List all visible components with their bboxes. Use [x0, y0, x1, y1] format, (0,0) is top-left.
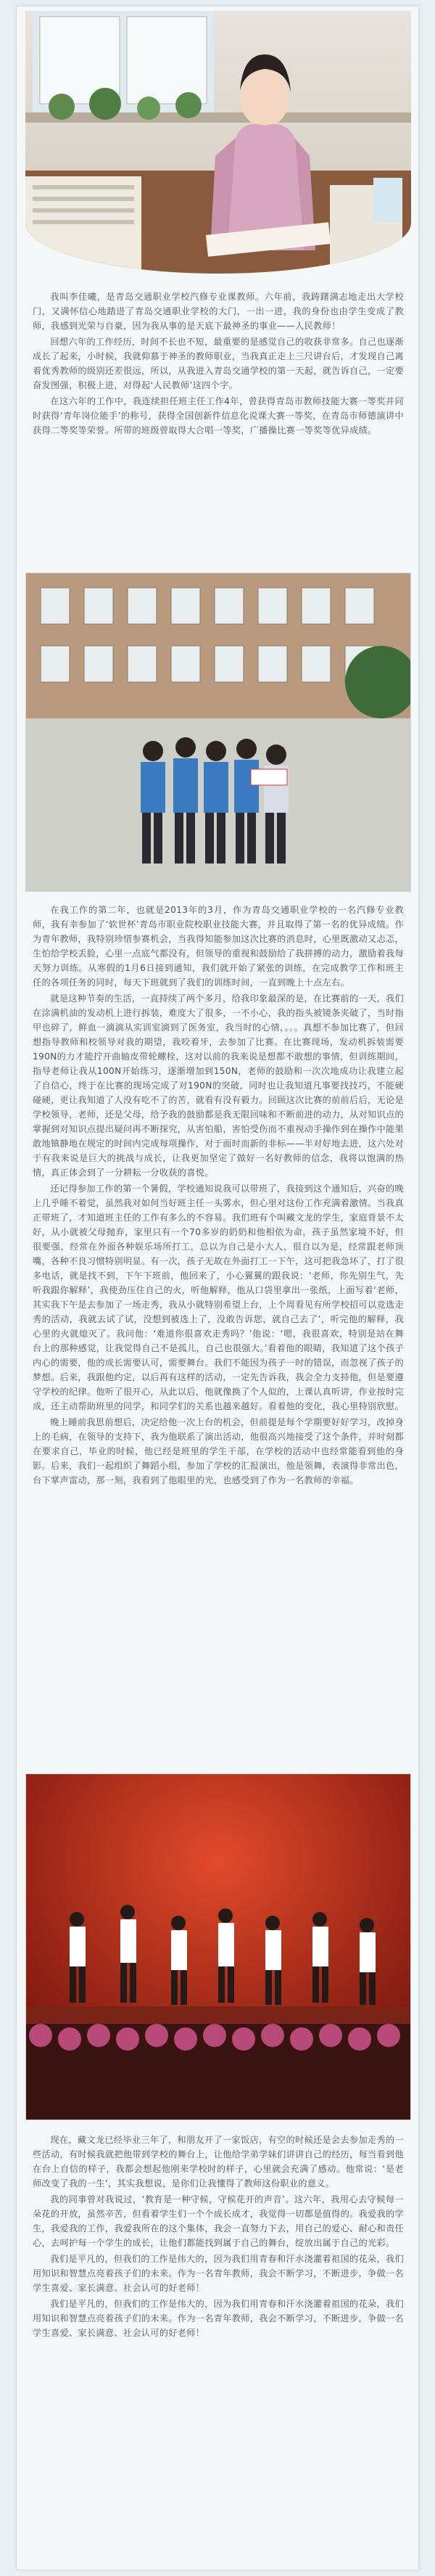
- story-paragraph-3: 还记得参加工作的第一个暑假，学校通知说我可以带班了，我接到这个通知后，兴奋的晚上几乎睡不着觉，虽然我对如何当好班主任一头雾水，但心里对这份工作充满着激情。当我真正带班了，才知道班主任的工作有多么的不容易。我们班有个叫藏文龙的学生，家庭背景不太好，从小就被父母抛弃，家里只有一个70多岁的奶奶和他相依为命，孩子虽然家境不好，但很要强，经常在外面各种娱乐场所打工，总以为自己是小大人，很自以为是，经常跟老师顶嘴，各种不良习惯特别明显。有一次，孩子无故在外面打工一下午，这可把我急坏了，打了很多电话，就是找不到，下午下班前，他回来了，小心翼翼的跟我说：‘老师，你先别生气，先听我跟你解释’，我使劲压住自己的火，听他解释，他从口袋里拿出一张纸，上面写着‘老师，其实我下午是去参加了一场走秀，我从小就特别希望上台，上个周看见有所学校招可以竞选走秀的活动，我就去试了试，没想到被选上了，没敢告诉您，就自己去了’，听完他的解释，我心里的火就熄灭了。我问他：‘难道你很喜欢走秀吗？’他说：‘嗯，我很喜欢，特别是站在舞台上的那种感觉，让我觉得自己不是孤儿，自己也很强大。’看着他的眼睛，我知道了这个孩子内心的需要，他的成长需要认可，需要舞台。我们不能因为孩子一时的错误，而忽视了孩子的梦想。后来，我跟他约定，以后再有这样的活动，一定先告诉我，我会全力支持他，但是要遵守学校的纪律。他听了很开心，从此以后，他就像换了个人似的，上课认真听讲，作业按时完成，还主动帮助班里的同学，和同学们的关系也越来越好。看着他的变化，我心里特别欣慰。: [33, 1184, 404, 1411]
- closing-paragraph-2: 我的同事曾对我说过，‘教育是一种守候，守候花开的声音’。这六年，我用心去守候每一朵花的开放，虽然辛苦，但看着学生们一个个成长成才，我觉得一切都是值得的。我爱我的学生，我爱我的工作，我爱我所在的这个集体，我会一直努力下去，用自己的爱心、耐心和责任心，去呵护每一个学生的成长，让他们都能找到属于自己的舞台，绽放出属于自己的光彩。: [33, 2194, 404, 2248]
- article-page: [16, 6, 419, 2570]
- intro-paragraph-2: 回想六年的工作经历，时间不长也不短，最重要的是感觉自己的收获非常多。自己也逐渐成长了起来，小时候，我就仰慕于神圣的教师职业，当我真正走上三尺讲台后，才发现自己离着优秀教师的级别还差很远，所以，从我进入青岛交通学校的第一天起，就告诉自己，一定要奋发图强，积极上进，对得起‘人民教师’这四个字。: [33, 337, 404, 390]
- closing-paragraph-3: 我们是平凡的，但我们的工作是伟大的，因为我们用青春和汗水浇灌着祖国的花朵，我们用知识和智慧点亮着孩子们的未来。作为一名青年教师，我会不断学习，不断进步，争做一名学生喜爱、家长满意、社会认可的好老师！: [33, 2254, 404, 2293]
- closing-section: [33, 2133, 404, 2561]
- intro-section: [33, 290, 404, 565]
- students-group-photo: [25, 573, 411, 892]
- story-paragraph-2: 就是这种节奏的生活，一直持续了两个多月，给我印象最深的是，在比赛前的一天，我们在涂满机油的发动机上进行拆装，难度大了很多，一不小心，我的指头被镜条夹破了，当时指甲也碎了，鲜血一滴滴从实训室滴到了医务室，我当时的心情，。。。真想不参加比赛了，但回想指导教师和校领导对我的期望，我咬着牙，去参加了比赛。在比赛现场，发动机拆装需要190N的力才能拧开曲轴皮带轮螺栓，这对以前的我来说是想都不敢想的事情，但训练期间，指导老师让我从100N开始练习，逐渐增加到150N，老师的鼓励和一次次地成功让我建立起了自信心，终于在比赛的现场完成了对190N的突破，同时也让我知道凡事要找技巧，不能硬碰硬，更让我知道了人没有吃不了的苦，就看有没有毅力。回顾这次比赛的前前后后，无论是学校领导，老师，还是父母，给予我的鼓励都是我无限回味和不断前进的动力，从对知识点的掌握到对知识点提出疑问再不断探究，从害怕船，害怕受伤而不重视动手操作到在操作中能果敢地镇静地在规定的时间内完成每项操作，对于面时而新的非标——半对好地去进，这六处对于有我来说是巨大的挑战与成长，让我更加坚定了做好一名好教师的信念，我将以饱满的热情，真正体会到了一分耕耘一分收获的喜悦。: [33, 993, 404, 1178]
- stage-performance-photo: [25, 1773, 411, 2120]
- closing-paragraph-4: 我们是平凡的，但我们的工作是伟大的，因为我们用青春和汗水浇灌着祖国的花朵，我们用知识和智慧点亮着孩子们的未来。作为一名青年教师，我会不断学习，不断进步，争做一名学生喜爱、家长满意、社会认可的好老师！: [33, 2299, 404, 2338]
- story-paragraph-1: 在我工作的第二年，也就是2013年的3月，作为青岛交通职业学校的一名汽修专业教师，我有幸参加了‘软世杯’青岛市职业院校职业技能大赛，并且取得了第一名的优异成绩。作为青年教师，我特别珍惜参赛机会，当我得知能参加这次比赛的消息时，心里既激动又忐忑，生怕给学校丢脸，心里一点底气都没有，但领导的重视和鼓励给了我拼搏的动力，激励着我每天努力训练。从寒假的1月6日接到通知，我们就开始了紧张的训练，在完成教学工作和班主任的各项任务的同时，每天下班就到了我们的训练时间，一直到晚上十点左右。: [33, 905, 404, 988]
- closing-paragraph-1: 现在，藏文龙已经毕业三年了，和朋友开了一家饭店，有空的时候还是会去参加走秀的一些活动，有时候我就把他带到学校的舞台上，让他给学弟学妹们讲讲自己的经历，每当看到他在台上自信的样子，我都会想起他刚来学校时的样子，心里就会充满了感动。他常说：‘是老师改变了我的一生’，其实我想说，是你们让我懂得了教师这份职业的意义。: [33, 2135, 404, 2189]
- story-paragraph-4: 晚上睡前我思前想后，决定给他一次上台的机会，但前提是每个学期要好好学习，改掉身上的毛病，在领导的支持下，我为他联系了演出活动，他很高兴地接受了这个条件，并时刻都在要求自己，毕业的时候，他已经是班里的学生干部，在学校的活动中也经常能看到他的身影。后来，我们一起组织了舞蹈小组，参加了学校的汇报演出，他是领舞，表演得非常出色，台下掌声雷动，那一刻，我看到了他眼里的光，也感受到了作为一名教师的幸福。: [33, 1417, 404, 1485]
- story-section: [33, 903, 404, 1763]
- intro-paragraph-3: 在这六年的工作中，我连续担任班主任工作4年，曾获得青岛市教师技能大赛一等奖并同时获得‘青年岗位能手’的称号，获得全国创新件信息化说课大赛一等奖，在青岛市师德演讲中获得二等奖等荣誉。所带的班级曾取得大合唱一等奖，广播操比赛一等奖等优异成绩。: [33, 396, 404, 435]
- intro-paragraph-1: 我叫李佳曦，是青岛交通职业学校汽修专业课教师。六年前，我踌躇满志地走出大学校门，又满怀信心地踏进了青岛交通职业学校的大门，一出一进，我的身份也由学生变成了教师，我感到光荣与自豪，因为我从事的是天底下最神圣的事业——人民教师！: [33, 292, 404, 331]
- teacher-portrait-photo: [25, 11, 411, 274]
